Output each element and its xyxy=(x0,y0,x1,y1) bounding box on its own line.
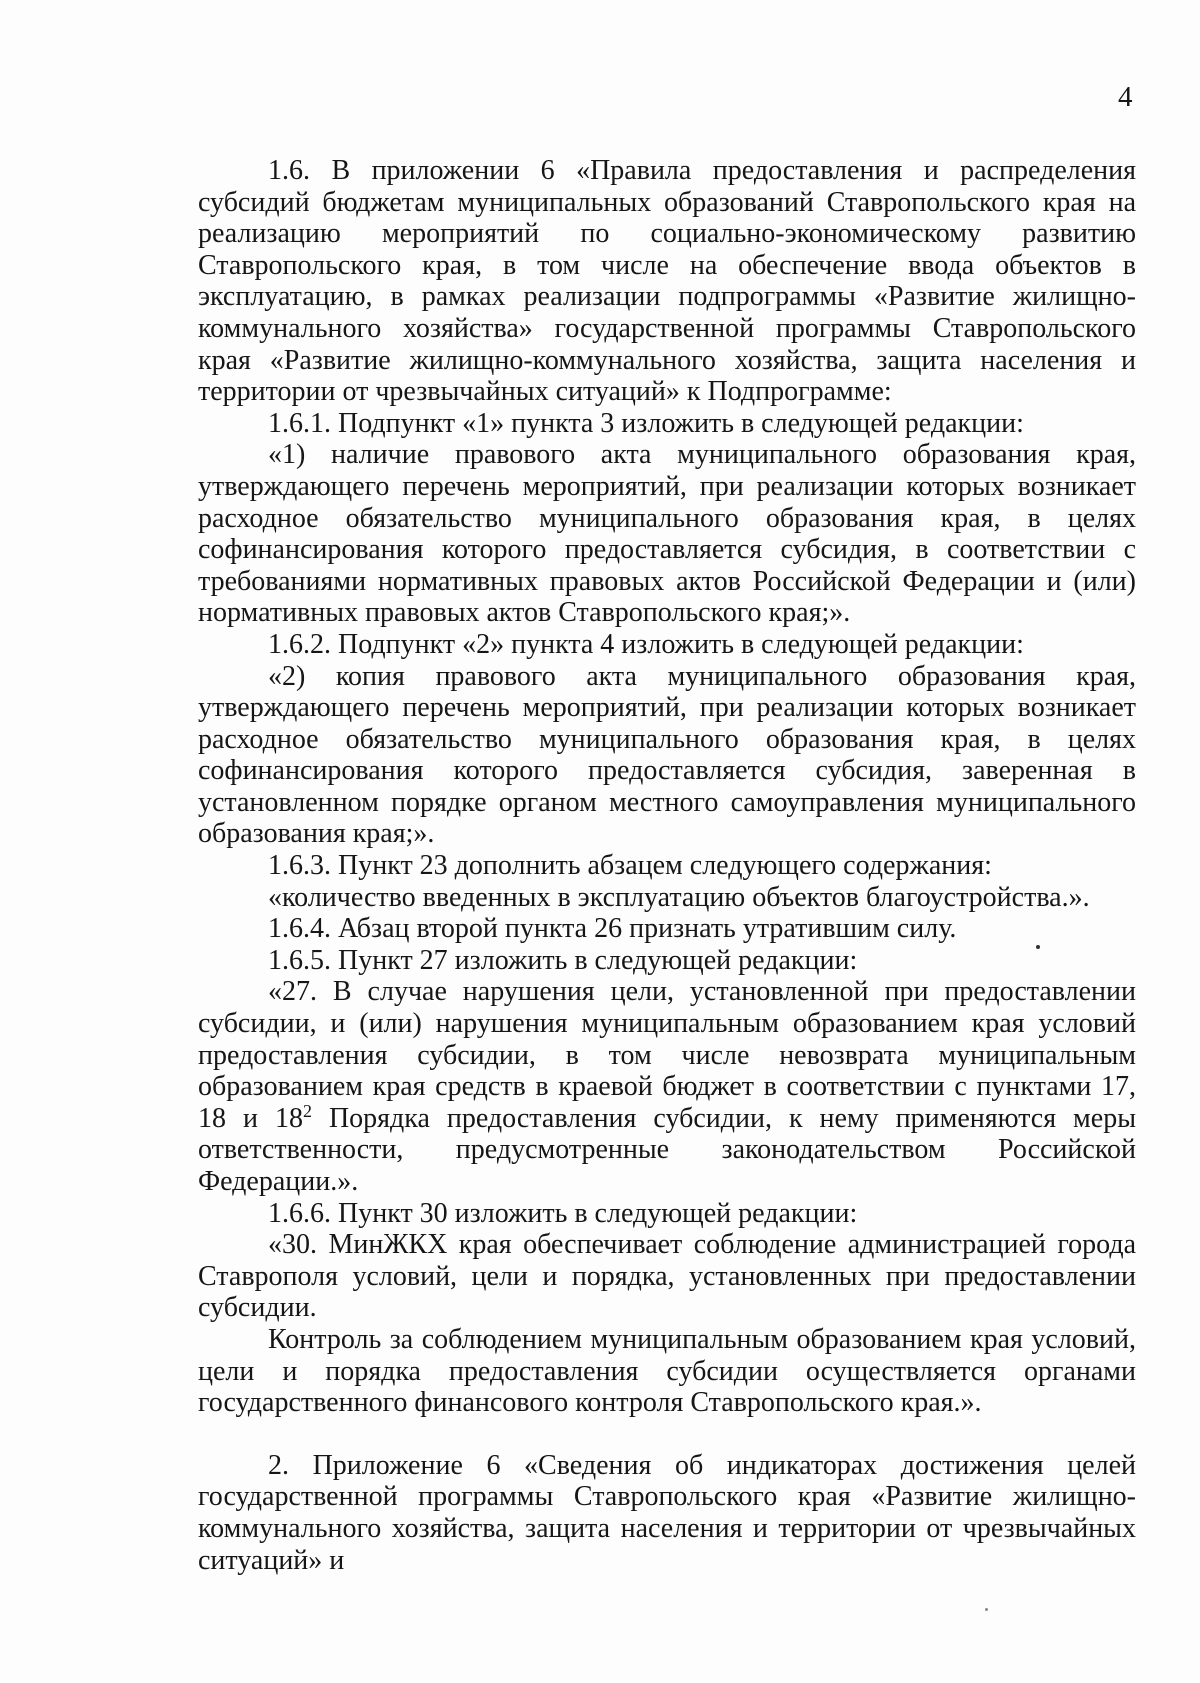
scan-speck xyxy=(1036,945,1040,949)
paragraph-1-6-5-text xyxy=(198,976,1136,1197)
scan-speck xyxy=(985,1608,988,1611)
p27-text-b: Порядка предоставления субсидии, к нему применяются меры ответственности, предусмотренные законодательством Российской Федерации.». xyxy=(198,1102,1137,1197)
paragraph-1-6-1-text: «1) наличие правового акта муниципального образования края, утверждающего перечень мероприятий, при реализации которых возникает расходное обязательство муниципального образования края, в целях софинансирования которого предоставляется субсидия, в соответствии с требованиями нормативных правовых актов Российской Федерации и (или) нормативных правовых актов Ставропольского края;». xyxy=(198,439,1136,629)
p27-text-a: «27. В случае нарушения цели, установленной при предоставлении субсидии, и (или) нарушения муниципальным образованием края условий предоставления субсидии, в том числе невозврата муниципальным образованием края средств в краевой бюджет в соответствии с пунктами 17, 18 и 18 xyxy=(198,976,1136,1134)
p27-superscript: 2 xyxy=(302,1100,312,1121)
paragraph-1-6-2-text: «2) копия правового акта муниципального образования края, утверждающего перечень мероприятий, при реализации которых возникает расходное обязательство муниципального образования края, в целях софинансирования которого предоставляется субсидия, заверенная в установленном порядке органом местного самоуправления муниципального образования края;». xyxy=(198,660,1136,850)
paragraph-control: Контроль за соблюдением муниципальным образованием края условий, цели и порядка предоставления субсидии осуществляется органами государственного финансового контроля Ставропольского края.». xyxy=(198,1323,1136,1419)
paragraph-1-6-6: 1.6.6. Пункт 30 изложить в следующей редакции: xyxy=(268,1197,858,1229)
paragraph-2: 2. Приложение 6 «Сведения об индикаторах достижения целей государственной программы Ставропольского края «Развитие жилищно-коммунального хозяйства, защита населения и территории от чрезвычайных ситуаций» и xyxy=(198,1449,1136,1576)
paragraph-1-6: 1.6. В приложении 6 «Правила предоставления и распределения субсидий бюджетам муниципальных образований Ставропольского края на реализацию мероприятий по социально-экономическому развитию Ставропольского края, в том числе на обеспечение ввода объектов в эксплуатацию, в рамках реализации подпрограммы «Развитие жилищно-коммунального хозяйства» государственной программы Ставропольского края «Развитие жилищно-коммунального хозяйства, защита населения и территории от чрезвычайных ситуаций» к Подпрограмме: xyxy=(198,155,1136,408)
paragraph-1-6-1: 1.6.1. Подпункт «1» пункта 3 изложить в следующей редакции: xyxy=(268,407,1024,439)
document-body xyxy=(198,155,1136,1576)
page-number: 4 xyxy=(1118,81,1133,113)
paragraph-1-6-6-text: «30. МинЖКХ края обеспечивает соблюдение администрацией города Ставрополя условий, цели и порядка, установленных при предоставлении субсидии. xyxy=(198,1229,1136,1324)
paragraph-1-6-4: 1.6.4. Абзац второй пункта 26 признать утратившим силу. xyxy=(268,913,957,945)
paragraph-1-6-3-text: «количество введенных в эксплуатацию объектов благоустройства.». xyxy=(268,881,1090,913)
paragraph-1-6-3: 1.6.3. Пункт 23 дополнить абзацем следующего содержания: xyxy=(268,850,992,882)
paragraph-1-6-5: 1.6.5. Пункт 27 изложить в следующей редакции: xyxy=(268,944,858,976)
paragraph-1-6-2: 1.6.2. Подпункт «2» пункта 4 изложить в следующей редакции: xyxy=(268,628,1024,660)
